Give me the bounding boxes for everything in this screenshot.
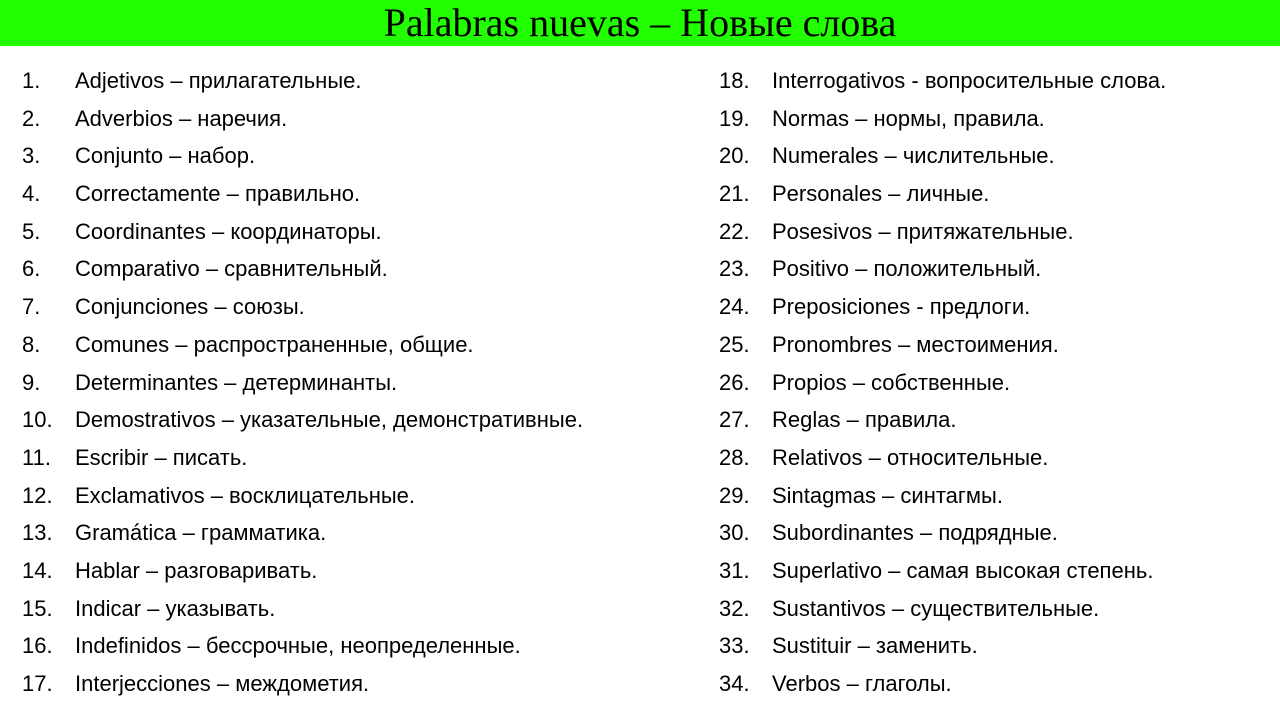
item-number: 6. <box>22 256 41 282</box>
item-number: 13. <box>22 520 53 546</box>
list-item <box>22 137 712 175</box>
title-bar <box>0 0 1280 46</box>
list-item <box>22 514 712 552</box>
list-item <box>719 175 1275 213</box>
vocabulary-list-right <box>719 62 1275 703</box>
item-text: Adjetivos – прилагательные. <box>75 68 362 93</box>
item-text: Exclamativos – восклицательные. <box>75 482 416 508</box>
item-number: 29. <box>719 482 750 508</box>
item-number: 32. <box>719 595 750 621</box>
list-item <box>22 590 712 628</box>
item-number: 20. <box>719 143 750 169</box>
item-text: Determinantes – детерминанты. <box>75 369 398 395</box>
item-number: 22. <box>719 218 750 244</box>
item-text: Comunes – распространенные, общие. <box>75 331 474 357</box>
item-number: 17. <box>22 671 53 696</box>
list-item <box>719 477 1275 515</box>
list-item <box>719 250 1275 288</box>
item-number: 14. <box>22 557 53 583</box>
item-text: Pronombres – местоимения. <box>772 331 1059 357</box>
item-text: Gramática – грамматика. <box>75 520 327 546</box>
list-item <box>719 62 1275 100</box>
item-number: 19. <box>719 105 750 131</box>
item-number: 5. <box>22 218 41 244</box>
list-item <box>719 364 1275 402</box>
item-text: Sustituir – заменить. <box>772 633 978 659</box>
list-item <box>22 627 712 665</box>
item-text: Positivo – положительный. <box>772 256 1042 282</box>
item-text: Reglas – правила. <box>772 407 957 433</box>
list-item <box>22 401 712 439</box>
item-number: 15. <box>22 595 53 621</box>
list-item <box>22 62 712 100</box>
list-item <box>22 326 712 364</box>
page-title: Palabras nuevas – Новые слова <box>383 0 897 45</box>
item-text: Indefinidos – бессрочные, неопределенные. <box>75 633 521 659</box>
item-text: Verbos – глаголы. <box>772 671 952 696</box>
item-number: 4. <box>22 181 41 207</box>
item-number: 8. <box>22 331 41 357</box>
item-number: 9. <box>22 369 41 395</box>
list-item <box>22 439 712 477</box>
item-number: 3. <box>22 143 41 169</box>
item-number: 16. <box>22 633 53 659</box>
item-number: 7. <box>22 294 41 320</box>
item-text: Conjunto – набор. <box>75 143 256 169</box>
item-text: Interjecciones – междометия. <box>75 671 370 696</box>
list-item <box>22 250 712 288</box>
item-number: 10. <box>22 407 53 433</box>
item-number: 33. <box>719 633 750 659</box>
list-item <box>22 477 712 515</box>
list-item <box>719 590 1275 628</box>
item-text: Escribir – писать. <box>75 444 248 470</box>
item-text: Conjunciones – союзы. <box>75 294 305 320</box>
list-item <box>22 665 712 703</box>
list-item <box>22 288 712 326</box>
item-number: 18. <box>719 68 750 93</box>
item-text: Comparativo – сравнительный. <box>75 256 388 282</box>
list-item <box>719 665 1275 703</box>
item-text: Superlativo – самая высокая степень. <box>772 557 1154 583</box>
item-text: Hablar – разговаривать. <box>75 557 318 583</box>
item-text: Personales – личные. <box>772 181 990 207</box>
item-number: 1. <box>22 68 41 93</box>
item-text: Subordinantes – подрядные. <box>772 520 1058 546</box>
item-text: Interrogativos - вопросительные слова. <box>772 68 1167 93</box>
item-number: 25. <box>719 331 750 357</box>
item-number: 11. <box>22 444 51 470</box>
list-item <box>719 401 1275 439</box>
list-item <box>22 100 712 138</box>
item-text: Correctamente – правильно. <box>75 181 361 207</box>
item-number: 28. <box>719 444 750 470</box>
item-text: Adverbios – наречия. <box>75 105 288 131</box>
item-number: 31. <box>719 557 750 583</box>
list-item <box>719 627 1275 665</box>
list-item <box>22 552 712 590</box>
item-text: Numerales – числительные. <box>772 143 1055 169</box>
item-text: Indicar – указывать. <box>75 595 276 621</box>
item-number: 24. <box>719 294 750 320</box>
item-text: Sustantivos – существительные. <box>772 595 1100 621</box>
item-number: 2. <box>22 105 41 131</box>
list-item <box>719 439 1275 477</box>
item-text: Coordinantes – координаторы. <box>75 218 382 244</box>
list-item <box>719 514 1275 552</box>
item-number: 34. <box>719 671 750 696</box>
list-item <box>22 213 712 251</box>
list-item <box>719 552 1275 590</box>
item-text: Sintagmas – синтагмы. <box>772 482 1003 508</box>
list-item <box>22 364 712 402</box>
item-text: Preposiciones - предлоги. <box>772 294 1031 320</box>
item-text: Normas – нормы, правила. <box>772 105 1045 131</box>
list-item <box>719 100 1275 138</box>
item-text: Posesivos – притяжательные. <box>772 218 1074 244</box>
item-number: 12. <box>22 482 53 508</box>
list-item <box>719 288 1275 326</box>
list-item <box>719 137 1275 175</box>
item-number: 26. <box>719 369 750 395</box>
list-item <box>719 326 1275 364</box>
vocabulary-list-left <box>22 62 712 703</box>
item-text: Demostrativos – указательные, демонстративные. <box>75 407 584 433</box>
item-number: 21. <box>719 181 750 207</box>
item-number: 30. <box>719 520 750 546</box>
item-text: Propios – собственные. <box>772 369 1011 395</box>
list-item <box>719 213 1275 251</box>
item-number: 27. <box>719 407 750 433</box>
list-item <box>22 175 712 213</box>
item-number: 23. <box>719 256 750 282</box>
item-text: Relativos – относительные. <box>772 444 1049 470</box>
